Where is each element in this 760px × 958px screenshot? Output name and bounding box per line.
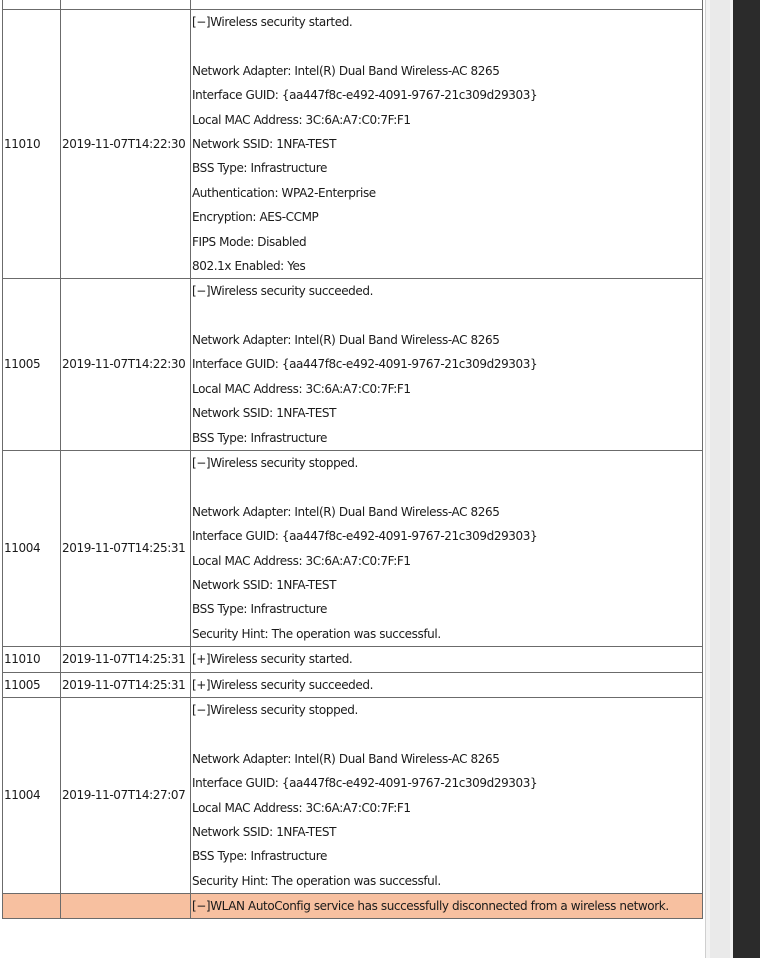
- event-detail-line: BSS Type: Infrastructure: [192, 161, 328, 176]
- table-row[interactable]: [3, 672, 703, 697]
- event-id-cell: [3, 0, 61, 10]
- event-detail-line: [−]WLAN AutoConfig service has successfully disconnected from a wireless network.: [192, 899, 669, 914]
- event-description-cell: [191, 10, 703, 279]
- event-time-cell: 2019-11-07T14:25:31: [61, 451, 191, 647]
- event-id-cell: 11004: [3, 697, 61, 893]
- event-description-cell: [191, 647, 703, 672]
- event-detail-line: [192, 304, 702, 328]
- event-detail-line: [−]Wireless security stopped.: [192, 702, 358, 717]
- event-detail-line: Network SSID: 1NFA-TEST: [192, 406, 337, 421]
- event-time-cell: 2019-11-07T14:22:30: [61, 10, 191, 279]
- table-row[interactable]: [3, 10, 703, 279]
- event-id-cell: 11005: [3, 672, 61, 697]
- event-detail-line: BSS Type: Infrastructure: [192, 430, 328, 445]
- event-id-cell: 11004: [3, 451, 61, 647]
- event-detail-line: Network SSID: 1NFA-TEST: [192, 577, 337, 592]
- event-detail-line: BSS Type: Infrastructure: [192, 849, 328, 864]
- event-detail-line: Security Hint: The operation was successful.: [192, 873, 441, 888]
- table-row-partial: [3, 0, 703, 10]
- event-time-cell: [61, 0, 191, 10]
- event-log-body: [3, 0, 703, 919]
- event-time-cell: 2019-11-07T14:27:07: [61, 697, 191, 893]
- event-time-cell: [61, 894, 191, 919]
- vertical-scrollbar[interactable]: [705, 0, 733, 958]
- event-detail-line: [+]Wireless security started.: [192, 652, 353, 667]
- event-time-cell: 2019-11-07T14:22:30: [61, 279, 191, 451]
- event-description-cell: [191, 697, 703, 893]
- event-description-cell: [191, 0, 703, 10]
- event-time-cell: 2019-11-07T14:25:31: [61, 647, 191, 672]
- table-row[interactable]: [3, 894, 703, 919]
- event-time-cell: 2019-11-07T14:25:31: [61, 672, 191, 697]
- event-detail-line: [192, 722, 702, 746]
- table-row[interactable]: [3, 647, 703, 672]
- window-edge: [733, 0, 760, 958]
- event-detail-line: FIPS Mode: Disabled: [192, 234, 307, 249]
- event-detail-line: Local MAC Address: 3C:6A:A7:C0:7F:F1: [192, 800, 411, 815]
- event-log-table: [2, 0, 703, 919]
- event-detail-line: Network Adapter: Intel(R) Dual Band Wireless-AC 8265: [192, 504, 500, 519]
- event-detail-line: Interface GUID: {aa447f8c-e492-4091-9767-21c309d29303}: [192, 776, 538, 791]
- event-detail-line: Interface GUID: {aa447f8c-e492-4091-9767-21c309d29303}: [192, 529, 538, 544]
- event-detail-line: Network SSID: 1NFA-TEST: [192, 136, 337, 151]
- event-detail-line: [192, 475, 702, 499]
- scrollbar-track[interactable]: [710, 0, 730, 958]
- event-detail-line: Interface GUID: {aa447f8c-e492-4091-9767-21c309d29303}: [192, 88, 538, 103]
- event-description-cell: [191, 279, 703, 451]
- event-description-cell: [191, 451, 703, 647]
- event-detail-line: [−]Wireless security succeeded.: [192, 284, 374, 299]
- event-detail-line: [192, 34, 702, 58]
- event-detail-line: BSS Type: Infrastructure: [192, 602, 328, 617]
- event-detail-line: Security Hint: The operation was successful.: [192, 626, 441, 641]
- event-id-cell: 11010: [3, 647, 61, 672]
- event-id-cell: 11010: [3, 10, 61, 279]
- event-detail-line: Authentication: WPA2-Enterprise: [192, 185, 376, 200]
- event-detail-line: [−]Wireless security stopped.: [192, 456, 358, 471]
- event-detail-line: [+]Wireless security succeeded.: [192, 677, 374, 692]
- event-detail-line: [−]Wireless security started.: [192, 15, 353, 29]
- table-row[interactable]: [3, 451, 703, 647]
- event-detail-line: Interface GUID: {aa447f8c-e492-4091-9767-21c309d29303}: [192, 357, 538, 372]
- event-detail-line: Network Adapter: Intel(R) Dual Band Wireless-AC 8265: [192, 751, 500, 766]
- event-id-cell: [3, 894, 61, 919]
- event-detail-line: 802.1x Enabled: Yes: [192, 258, 306, 273]
- event-detail-line: Network Adapter: Intel(R) Dual Band Wireless-AC 8265: [192, 63, 500, 78]
- event-id-cell: 11005: [3, 279, 61, 451]
- event-description-cell: [191, 672, 703, 697]
- event-detail-line: Encryption: AES-CCMP: [192, 210, 319, 225]
- table-row[interactable]: [3, 697, 703, 893]
- event-detail-line: Local MAC Address: 3C:6A:A7:C0:7F:F1: [192, 112, 411, 127]
- event-detail-line: Local MAC Address: 3C:6A:A7:C0:7F:F1: [192, 381, 411, 396]
- event-detail-line: Local MAC Address: 3C:6A:A7:C0:7F:F1: [192, 553, 411, 568]
- event-detail-line: Network SSID: 1NFA-TEST: [192, 824, 337, 839]
- event-description-cell: [191, 894, 703, 919]
- event-detail-line: Network Adapter: Intel(R) Dual Band Wireless-AC 8265: [192, 333, 500, 348]
- table-row[interactable]: [3, 279, 703, 451]
